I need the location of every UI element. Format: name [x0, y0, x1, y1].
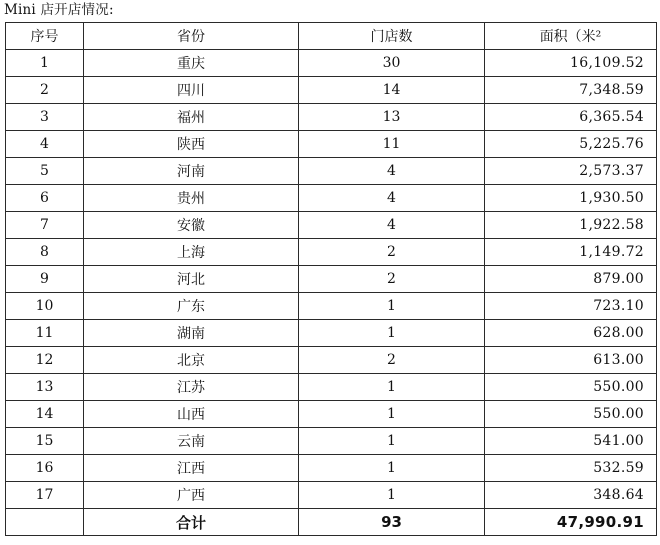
row-area-cell: 16,109.52 [485, 50, 657, 77]
table-row [6, 158, 657, 185]
header-area: 面积（米² [485, 23, 657, 50]
row-area-cell: 7,348.59 [485, 77, 657, 104]
table-row [6, 185, 657, 212]
table-row [6, 77, 657, 104]
row-stores-cell: 1 [299, 293, 485, 320]
row-seq-cell: 1 [6, 50, 84, 77]
store-opening-table [5, 22, 657, 536]
row-stores-cell: 1 [299, 482, 485, 509]
table-body [6, 50, 657, 509]
row-seq-cell: 12 [6, 347, 84, 374]
table-row [6, 266, 657, 293]
row-province-cell: 山西 [84, 401, 299, 428]
row-area-cell: 879.00 [485, 266, 657, 293]
total-area: 47,990.91 [485, 509, 657, 536]
row-seq-cell: 5 [6, 158, 84, 185]
row-province-cell: 广东 [84, 293, 299, 320]
row-seq-cell: 15 [6, 428, 84, 455]
row-area-cell: 5,225.76 [485, 131, 657, 158]
row-seq-cell: 7 [6, 212, 84, 239]
table-row [6, 50, 657, 77]
row-stores-cell: 4 [299, 185, 485, 212]
row-stores-cell: 4 [299, 212, 485, 239]
row-stores-cell: 1 [299, 428, 485, 455]
row-province-cell: 福州 [84, 104, 299, 131]
row-area-cell: 1,922.58 [485, 212, 657, 239]
header-seq: 序号 [6, 23, 84, 50]
row-seq-cell: 10 [6, 293, 84, 320]
row-seq-cell: 3 [6, 104, 84, 131]
table-caption: Mini 店开店情况: [4, 2, 114, 18]
row-province-cell: 贵州 [84, 185, 299, 212]
row-province-cell: 江西 [84, 455, 299, 482]
table-row [6, 401, 657, 428]
row-area-cell: 541.00 [485, 428, 657, 455]
row-province-cell: 江苏 [84, 374, 299, 401]
header-stores: 门店数 [299, 23, 485, 50]
row-stores-cell: 1 [299, 401, 485, 428]
row-province-cell: 重庆 [84, 50, 299, 77]
table-row [6, 455, 657, 482]
row-province-cell: 安徽 [84, 212, 299, 239]
row-seq-cell: 6 [6, 185, 84, 212]
row-seq-cell: 13 [6, 374, 84, 401]
table-row [6, 347, 657, 374]
row-area-cell: 550.00 [485, 401, 657, 428]
row-seq-cell: 16 [6, 455, 84, 482]
row-stores-cell: 2 [299, 266, 485, 293]
row-stores-cell: 4 [299, 158, 485, 185]
row-stores-cell: 11 [299, 131, 485, 158]
row-province-cell: 湖南 [84, 320, 299, 347]
row-area-cell: 1,930.50 [485, 185, 657, 212]
row-seq-cell: 11 [6, 320, 84, 347]
row-seq-cell: 8 [6, 239, 84, 266]
row-province-cell: 北京 [84, 347, 299, 374]
table-row [6, 482, 657, 509]
row-stores-cell: 2 [299, 239, 485, 266]
row-seq-cell: 14 [6, 401, 84, 428]
row-stores-cell: 1 [299, 374, 485, 401]
table-row [6, 320, 657, 347]
header-province: 省份 [84, 23, 299, 50]
row-area-cell: 613.00 [485, 347, 657, 374]
table-row [6, 212, 657, 239]
row-area-cell: 6,365.54 [485, 104, 657, 131]
total-label: 合计 [84, 509, 299, 536]
row-province-cell: 河南 [84, 158, 299, 185]
table-row [6, 428, 657, 455]
row-province-cell: 广西 [84, 482, 299, 509]
total-seq-cell [6, 509, 84, 536]
row-area-cell: 628.00 [485, 320, 657, 347]
table-header-row [6, 23, 657, 50]
row-seq-cell: 9 [6, 266, 84, 293]
row-area-cell: 550.00 [485, 374, 657, 401]
row-stores-cell: 13 [299, 104, 485, 131]
row-seq-cell: 2 [6, 77, 84, 104]
row-province-cell: 云南 [84, 428, 299, 455]
row-province-cell: 陕西 [84, 131, 299, 158]
row-province-cell: 河北 [84, 266, 299, 293]
table-row [6, 293, 657, 320]
row-area-cell: 723.10 [485, 293, 657, 320]
total-row [6, 509, 657, 536]
row-area-cell: 1,149.72 [485, 239, 657, 266]
table-row [6, 239, 657, 266]
row-seq-cell: 17 [6, 482, 84, 509]
row-province-cell: 四川 [84, 77, 299, 104]
row-stores-cell: 14 [299, 77, 485, 104]
row-area-cell: 348.64 [485, 482, 657, 509]
row-stores-cell: 1 [299, 455, 485, 482]
row-stores-cell: 1 [299, 320, 485, 347]
row-area-cell: 532.59 [485, 455, 657, 482]
row-seq-cell: 4 [6, 131, 84, 158]
row-area-cell: 2,573.37 [485, 158, 657, 185]
row-stores-cell: 2 [299, 347, 485, 374]
total-stores: 93 [299, 509, 485, 536]
row-stores-cell: 30 [299, 50, 485, 77]
row-province-cell: 上海 [84, 239, 299, 266]
table-row [6, 374, 657, 401]
table-row [6, 104, 657, 131]
table-row [6, 131, 657, 158]
